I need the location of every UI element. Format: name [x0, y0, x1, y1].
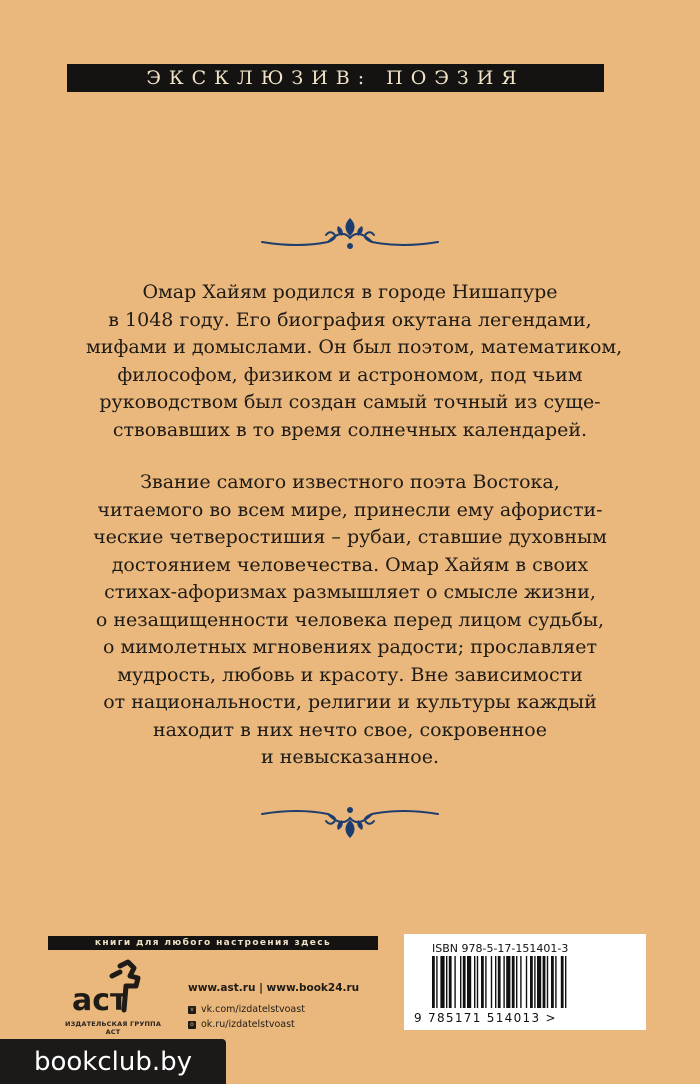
vk-link-text: vk.com/izdatelstvoast	[201, 1004, 305, 1015]
text-line: ствовавших в то время солнечных календарей.	[112, 418, 588, 441]
series-banner	[67, 64, 604, 92]
publisher-caption: ИЗДАТЕЛЬСКАЯ ГРУППА АСТ	[64, 1020, 162, 1036]
text-line: философом, физиком и астрономом, под чьим	[117, 363, 583, 386]
text-line: и невысказанное.	[260, 746, 439, 768]
barcode-icon	[432, 956, 612, 1008]
text-line: находит в них нечто свое, сокровенное	[153, 718, 547, 741]
ornament-divider-icon	[258, 216, 442, 256]
logo-letters: аст	[72, 983, 128, 1018]
text-line: Омар Хайям родился в городе Нишапуре	[142, 281, 558, 303]
text-line: в 1048 году. Его биография окутана легендами,	[108, 308, 592, 331]
text-line: руководством был создан самый точный из суще-	[99, 391, 601, 413]
ast-logo-icon	[58, 958, 168, 1036]
text-line: Звание самого известного поэта Востока,	[140, 471, 560, 493]
ok-icon: o	[188, 1021, 196, 1029]
ok-link[interactable]	[188, 1017, 359, 1032]
isbn-digits: 9 785171 514013 >	[414, 1011, 557, 1025]
series-title: ЭКСКЛЮЗИВ: ПОЭЗИЯ	[146, 67, 525, 89]
watermark	[0, 1039, 226, 1084]
vk-link[interactable]	[188, 1002, 359, 1017]
description-paragraph-1	[86, 279, 623, 444]
text-line: мифами и домыслами. Он был поэтом, математиком,	[86, 336, 623, 358]
text-line: о мимолетных мгновениях радости; прославляет	[102, 636, 598, 658]
website-links[interactable]: www.ast.ru | www.book24.ru	[188, 982, 360, 994]
ok-link-text: ok.ru/izdatelstvoast	[201, 1019, 295, 1030]
text-line: стихах-афоризмах размышляет о смысле жизни,	[104, 581, 596, 603]
description-paragraph-2	[86, 469, 614, 772]
tagline-banner	[48, 936, 378, 950]
watermark-text: bookclub.by	[33, 1046, 193, 1077]
ornament-divider-icon	[258, 800, 442, 840]
text-line: ческие четверостишия – рубаи, ставшие духовным	[93, 526, 607, 548]
text-line: от национальности, религии и культуры каждый	[103, 691, 597, 713]
vk-icon: v	[188, 1006, 196, 1014]
tagline-text: книги для любого настроения здесь	[94, 938, 332, 948]
text-line: о незащищенности человека перед лицом судьбы,	[95, 608, 605, 631]
text-line: читаемого во всем мире, принесли ему афористи-	[97, 498, 603, 521]
isbn-label: ISBN 978-5-17-151401-3	[432, 942, 569, 955]
text-line: мудрость, любовь и красоту. Вне зависимости	[117, 663, 583, 686]
isbn-barcode-panel	[404, 934, 646, 1030]
publisher-links	[188, 982, 359, 1032]
text-line: достоянием человечества. Омар Хайям в своих	[111, 553, 589, 576]
